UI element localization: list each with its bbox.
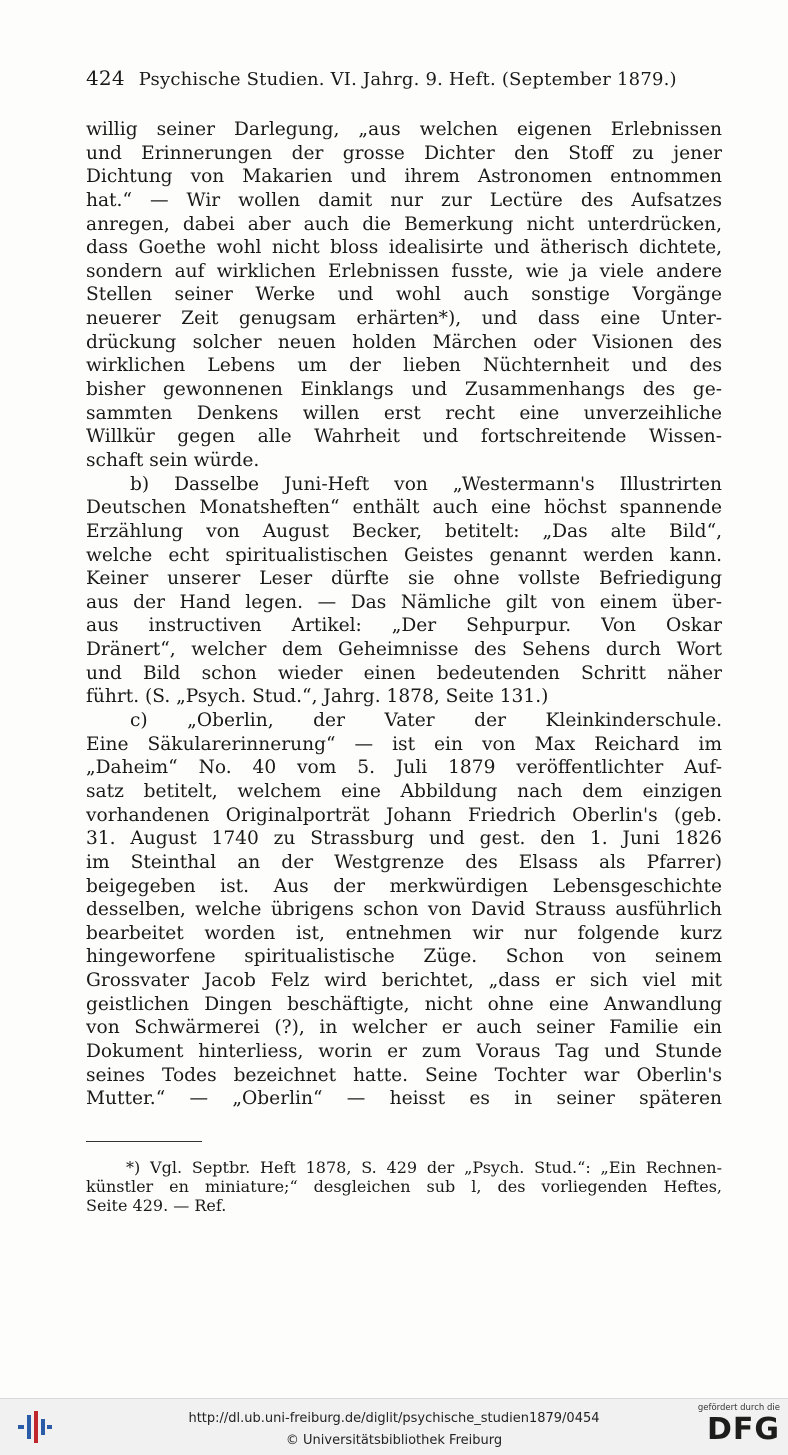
text-line: seines Todes bezeichnet hatte. Seine Tochter war Oberlin's (86, 1064, 722, 1086)
text-line: bearbeitet worden ist, entnehmen wir nur folgende kurz (86, 922, 722, 944)
text-line: führt. (S. „Psych. Stud.“, Jahrg. 1878, Seite 131.) (86, 686, 549, 708)
text-line: Dichtung von Makarien und ihrem Astronomen entnommen (86, 166, 722, 188)
text-line: im Steinthal an der Westgrenze des Elsass als Pfarrer) (86, 851, 722, 873)
text-line: willig seiner Darlegung, „aus welchen eigenen Erlebnissen (86, 119, 722, 140)
running-header (86, 66, 726, 90)
page-number: 424 (86, 66, 125, 90)
text-line: Keiner unserer Leser dürfte sie ohne vollste Befriedigung (86, 568, 722, 590)
text-line: Mutter.“ — „Oberlin“ — heisst es in seiner späteren (86, 1088, 722, 1110)
text-line: geistlichen Dingen beschäftigte, nicht ohne eine Anwandlung (86, 993, 722, 1015)
text-line: beigegeben ist. Aus der merkwürdigen Lebensgeschichte (86, 875, 722, 897)
text-line: b) Dasselbe Juni-Heft von „Westermann's Illustrirten (130, 473, 722, 495)
text-line: „Daheim“ No. 40 vom 5. Juli 1879 veröffentlichter Auf- (86, 757, 722, 779)
text-line: von Schwärmerei (?), in welcher er auch seiner Familie ein (86, 1017, 722, 1039)
text-line: sondern auf wirklichen Erlebnissen fusste, wie ja viele andere (86, 260, 722, 282)
text-line: bisher gewonnenen Einklangs und Zusammenhangs des ge- (86, 379, 722, 401)
text-line: Willkür gegen alle Wahrheit und fortschreitende Wissen- (86, 426, 722, 448)
footnote-line: Seite 429. — Ref. (86, 1196, 227, 1215)
body-text (86, 118, 722, 1111)
footnote-divider (86, 1141, 202, 1142)
permalink-url[interactable]: http://dl.ub.uni-freiburg.de/diglit/psychische_studien1879/0454 (188, 1411, 600, 1426)
text-line: schaft sein würde. (86, 449, 260, 471)
copyright-text: © Universitätsbibliothek Freiburg (285, 1433, 503, 1448)
text-line: hat.“ — Wir wollen damit nur zur Lectüre des Aufsatzes (86, 189, 722, 211)
text-line: vorhandenen Originalporträt Johann Friedrich Oberlin's (geb. (86, 804, 722, 826)
footnote-line: künstler en miniature;“ desgleichen sub l, des vorliegenden Heftes, (86, 1177, 722, 1196)
text-line: c) „Oberlin, der Vater der Kleinkinderschule. (130, 710, 722, 732)
text-line: satz betitelt, welchem eine Abbildung nach dem einzigen (86, 780, 722, 802)
text-line: hingeworfene spiritualistische Züge. Schon von seinem (86, 946, 722, 968)
text-line: Stellen seiner Werke und wohl auch sonstige Vorgänge (86, 284, 722, 306)
text-line: wirklichen Lebens um der lieben Nüchternheit und des (86, 355, 722, 377)
viewer-footer (0, 1398, 788, 1455)
text-line: Eine Säkularerinnerung“ — ist ein von Max Reichard im (86, 733, 722, 755)
text-line: Deutschen Monatsheften“ enthält auch eine höchst spannende (86, 497, 722, 519)
text-line: anregen, dabei aber auch die Bemerkung nicht unterdrücken, (86, 213, 722, 235)
text-line: drückung solcher neuen holden Märchen oder Visionen des (86, 331, 722, 353)
text-line: 31. August 1740 zu Strassburg und gest. den 1. Juni 1826 (86, 828, 722, 850)
dfg-logo-text: DFG (706, 1412, 780, 1447)
text-line: Erzählung von August Becker, betitelt: „Das alte Bild“, (86, 520, 722, 542)
running-title: Psychische Studien. VI. Jahrg. 9. Heft. (September 1879.) (138, 69, 677, 90)
text-line: Dokument hinterliess, worin er zum Voraus Tag und Stunde (86, 1040, 722, 1062)
text-line: welche echt spiritualistischen Geistes genannt werden kann. (86, 544, 722, 566)
text-line: und Erinnerungen der grosse Dichter den Stoff zu jener (86, 142, 722, 164)
footnote-line: *) Vgl. Septbr. Heft 1878, S. 429 der „Psych. Stud.“: „Ein Rechnen- (126, 1158, 722, 1177)
text-line: aus der Hand legen. — Das Nämliche gilt von einem über- (86, 591, 722, 613)
footnote (86, 1158, 722, 1215)
text-line: und Bild schon wieder einen bedeutenden Schritt näher (86, 662, 722, 684)
text-line: Grossvater Jacob Felz wird berichtet, „dass er sich viel mit (86, 970, 722, 992)
text-line: neuerer Zeit genugsam erhärten*), und dass eine Unter- (86, 308, 722, 330)
text-line: aus instructiven Artikel: „Der Sehpurpur. Von Oskar (86, 615, 722, 637)
dfg-logo-icon (696, 1403, 780, 1451)
text-line: dass Goethe wohl nicht bloss idealisirte und ätherisch dichtete, (86, 237, 722, 259)
text-line: desselben, welche übrigens schon von David Strauss ausführlich (86, 899, 722, 921)
dfg-funding-text: gefördert durch die (697, 1403, 780, 1413)
text-line: Dränert“, welcher dem Geheimnisse des Sehens durch Wort (86, 639, 722, 661)
text-line: sammten Denkens willen erst recht eine unverzeihliche (86, 402, 722, 424)
